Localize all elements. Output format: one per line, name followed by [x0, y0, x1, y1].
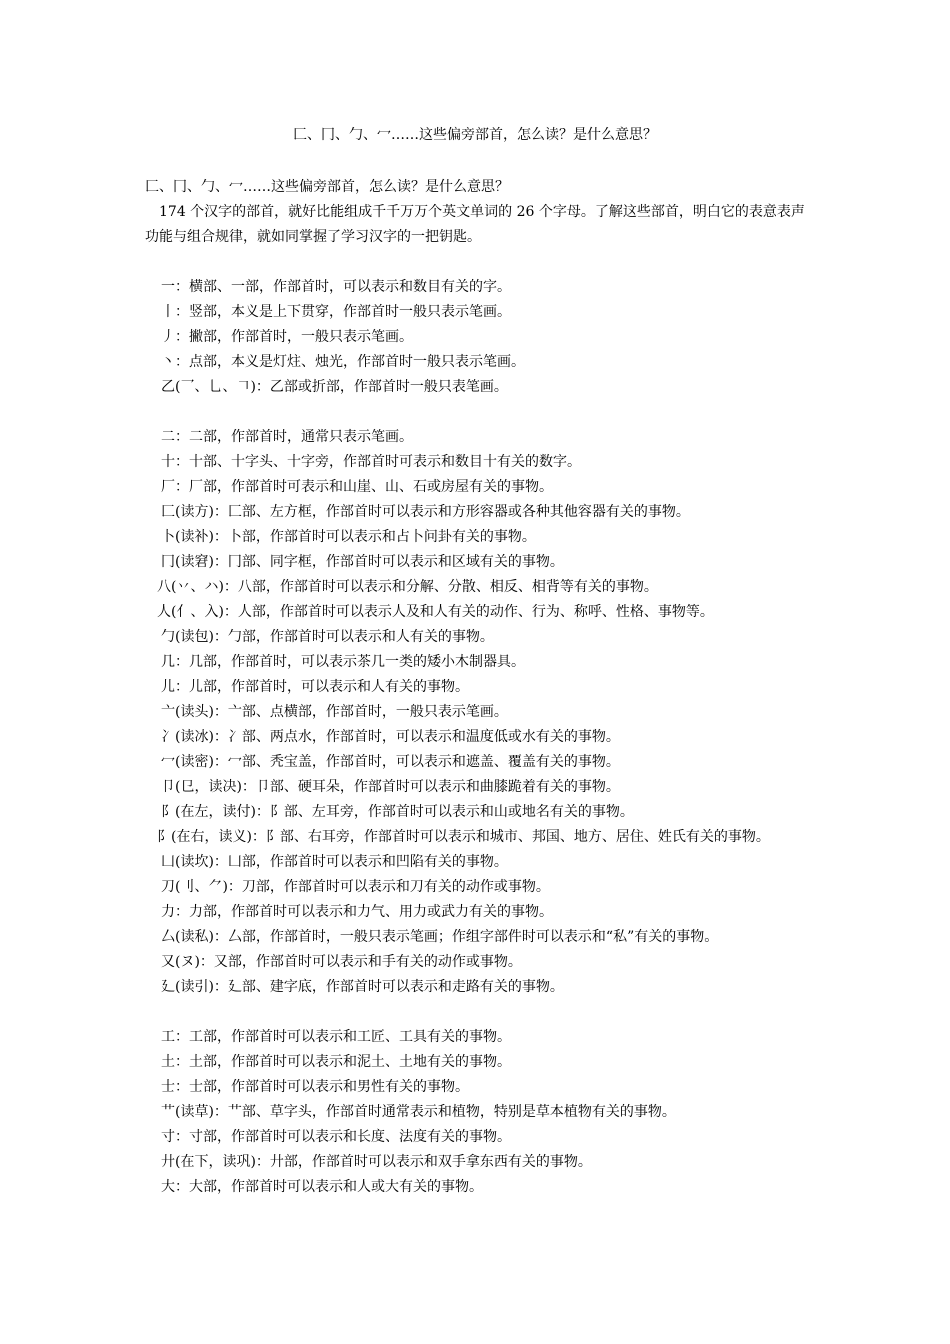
radical-entry: 又(ヌ)：又部，作部首时可以表示和手有关的动作或事物。: [161, 954, 522, 970]
radical-entry: 大：大部，作部首时可以表示和人或大有关的事物。: [161, 1179, 483, 1195]
radical-entry: 儿：儿部，作部首时，可以表示和人有关的事物。: [161, 679, 469, 695]
spacer: [145, 250, 810, 275]
radical-entry: 卜(读补)：卜部，作部首时可以表示和占卜问卦有关的事物。: [161, 529, 536, 545]
radical-entry: 士：士部，作部首时可以表示和男性有关的事物。: [161, 1079, 469, 1095]
radical-entry: 土：土部，作部首时可以表示和泥土、土地有关的事物。: [161, 1054, 511, 1070]
radical-entry: 厂：厂部，作部首时可表示和山崖、山、石或房屋有关的事物。: [161, 479, 553, 495]
radical-entry: 寸：寸部，作部首时可以表示和长度、法度有关的事物。: [161, 1129, 511, 1145]
document-title: 匚、冂、勹、冖……这些偏旁部首，怎么读？是什么意思？: [293, 127, 657, 143]
radical-entry: 冫(读冰)：冫部、两点水，作部首时，可以表示和温度低或水有关的事物。: [161, 729, 620, 745]
radical-entry: 力：力部，作部首时可以表示和力气、用力或武力有关的事物。: [161, 904, 553, 920]
radical-entry: 廾(在下，读巩)：廾部，作部首时可以表示和双手拿东西有关的事物。: [161, 1154, 592, 1170]
radical-entry: 乙(乛、乚、𠃍)：乙部或折部，作部首时一般只表笔画。: [161, 379, 508, 395]
radical-entry: 卩(㔾，读决)：卩部、硬耳朵，作部首时可以表示和曲膝跪着有关的事物。: [161, 779, 620, 795]
radical-entry: 冂(读窘)：冂部、同字框，作部首时可以表示和区域有关的事物。: [161, 554, 564, 570]
radical-entry: 亠(读头)：亠部、点横部，作部首时，一般只表示笔画。: [161, 704, 508, 720]
radical-entry: 二：二部，作部首时，通常只表示笔画。: [161, 429, 413, 445]
radical-entry: 厶(读私)：厶部，作部首时，一般只表示笔画；作组字部件时可以表示和“私”有关的事物。: [161, 929, 719, 945]
radical-entry: 人(亻、入)：人部，作部首时可以表示人及和人有关的动作、行为、称呼、性格、事物等。: [157, 604, 714, 620]
radical-entry: 匚(读方)：匚部、左方框，作部首时可以表示和方形容器或各种其他容器有关的事物。: [161, 504, 690, 520]
radical-entry: 刀(刂、⺈)：刀部，作部首时可以表示和刀有关的动作或事物。: [161, 879, 550, 895]
radical-entry: 凵(读坎)：凵部，作部首时可以表示和凹陷有关的事物。: [161, 854, 508, 870]
radical-entry: 八(丷、ハ)：八部，作部首时可以表示和分解、分散、相反、相背等有关的事物。: [157, 579, 658, 595]
radical-entry: 几：几部，作部首时，可以表示茶几一类的矮小木制器具。: [161, 654, 525, 670]
intro-paragraph: 174 个汉字的部首，就好比能组成千千万万个英文单词的 26 个字母。了解这些部首，明白它的表意表声功能与组合规律，就如同掌握了学习汉字的一把钥匙。: [145, 204, 805, 245]
article-heading: 匚、冂、勹、冖……这些偏旁部首，怎么读？是什么意思？: [145, 179, 509, 195]
spacer: [145, 400, 810, 425]
radical-entry: 工：工部，作部首时可以表示和工匠、工具有关的事物。: [161, 1029, 511, 1045]
radical-entry: 丿：撇部，作部首时，一般只表示笔画。: [161, 329, 413, 345]
radical-entry: 勹(读包)：勹部，作部首时可以表示和人有关的事物。: [161, 629, 494, 645]
radical-entry: 阝(在右，读义)：阝部、右耳旁，作部首时可以表示和城市、邦国、地方、居住、姓氏有关的事物。: [157, 829, 770, 845]
radical-entry: 一：横部、一部，作部首时，可以表示和数目有关的字。: [161, 279, 511, 295]
spacer: [145, 1000, 810, 1025]
radical-entry: 丨：竖部，本义是上下贯穿，作部首时一般只表示笔画。: [161, 304, 511, 320]
radical-entry: 艹(读草)：艹部、草字头，作部首时通常表示和植物，特别是草本植物有关的事物。: [161, 1104, 676, 1120]
radical-entry: 冖(读密)：冖部、秃宝盖，作部首时，可以表示和遮盖、覆盖有关的事物。: [161, 754, 620, 770]
radical-entry: 丶：点部，本义是灯炷、烛光，作部首时一般只表示笔画。: [161, 354, 525, 370]
radical-entry: 十：十部、十字头、十字旁，作部首时可表示和数目十有关的数字。: [161, 454, 581, 470]
radical-entry: 阝(在左，读付)：阝部、左耳旁，作部首时可以表示和山或地名有关的事物。: [161, 804, 634, 820]
radical-entry: 廴(读引)：廴部、建字底，作部首时可以表示和走路有关的事物。: [161, 979, 564, 995]
document-body: [145, 175, 810, 1200]
